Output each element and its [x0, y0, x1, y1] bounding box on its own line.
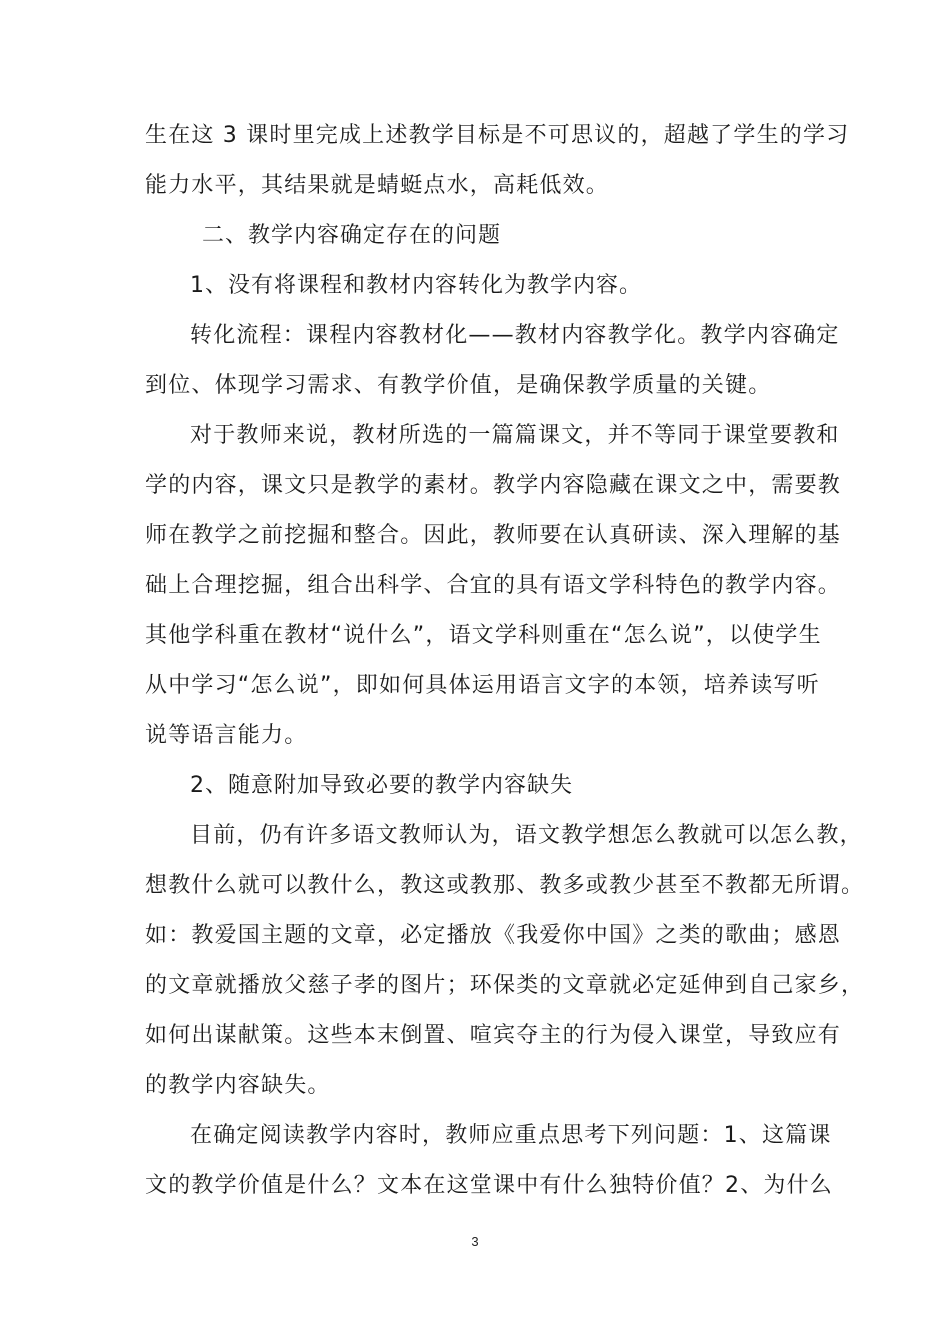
paragraph-line: 在确定阅读教学内容时，教师应重点思考下列问题：1、这篇课 — [190, 1123, 832, 1148]
subsection-heading: 1、没有将课程和教材内容转化为教学内容。 — [190, 273, 642, 298]
paragraph-line: 如何出谋献策。这些本末倒置、喧宾夺主的行为侵入课堂，导致应有 — [145, 1023, 842, 1048]
paragraph-line: 师在教学之前挖掘和整合。因此，教师要在认真研读、深入理解的基 — [145, 523, 842, 548]
paragraph-line: 的教学内容缺失。 — [145, 1073, 331, 1098]
paragraph-line: 对于教师来说，教材所选的一篇篇课文，并不等同于课堂要教和 — [190, 423, 840, 448]
paragraph-line: 如：教爱国主题的文章，必定播放《我爱你中国》之类的歌曲；感恩 — [145, 923, 842, 948]
paragraph-line: 的文章就播放父慈子孝的图片；环保类的文章就必定延伸到自己家乡， — [145, 973, 865, 998]
paragraph-line: 其他学科重在教材“说什么”，语文学科则重在“怎么说”，以使学生 — [145, 623, 822, 648]
paragraph-line: 础上合理挖掘，组合出科学、合宜的具有语文学科特色的教学内容。 — [145, 573, 842, 598]
paragraph-line: 从中学习“怎么说”，即如何具体运用语言文字的本领，培养读写听 — [145, 673, 820, 698]
paragraph-line: 想教什么就可以教什么，教这或教那、教多或教少甚至不教都无所谓。 — [145, 873, 865, 898]
paragraph-line: 能力水平，其结果就是蜻蜓点水，高耗低效。 — [145, 173, 610, 198]
paragraph-line: 生在这 3 课时里完成上述教学目标是不可思议的，超越了学生的学习 — [145, 123, 850, 148]
paragraph-line: 说等语言能力。 — [145, 723, 308, 748]
subsection-heading: 2、随意附加导致必要的教学内容缺失 — [190, 773, 573, 798]
page-number: 3 — [471, 1234, 479, 1249]
paragraph-line: 目前，仍有许多语文教师认为，语文教学想怎么教就可以怎么教， — [190, 823, 863, 848]
section-heading: 二、教学内容确定存在的问题 — [202, 223, 502, 248]
paragraph-line: 到位、体现学习需求、有教学价值，是确保教学质量的关键。 — [145, 373, 772, 398]
paragraph-line: 学的内容，课文只是教学的素材。教学内容隐藏在课文之中，需要教 — [145, 473, 842, 498]
paragraph-line: 转化流程：课程内容教材化——教材内容教学化。教学内容确定 — [190, 323, 840, 348]
paragraph-line: 文的教学价值是什么？文本在这堂课中有什么独特价值？2、为什么 — [145, 1173, 833, 1198]
